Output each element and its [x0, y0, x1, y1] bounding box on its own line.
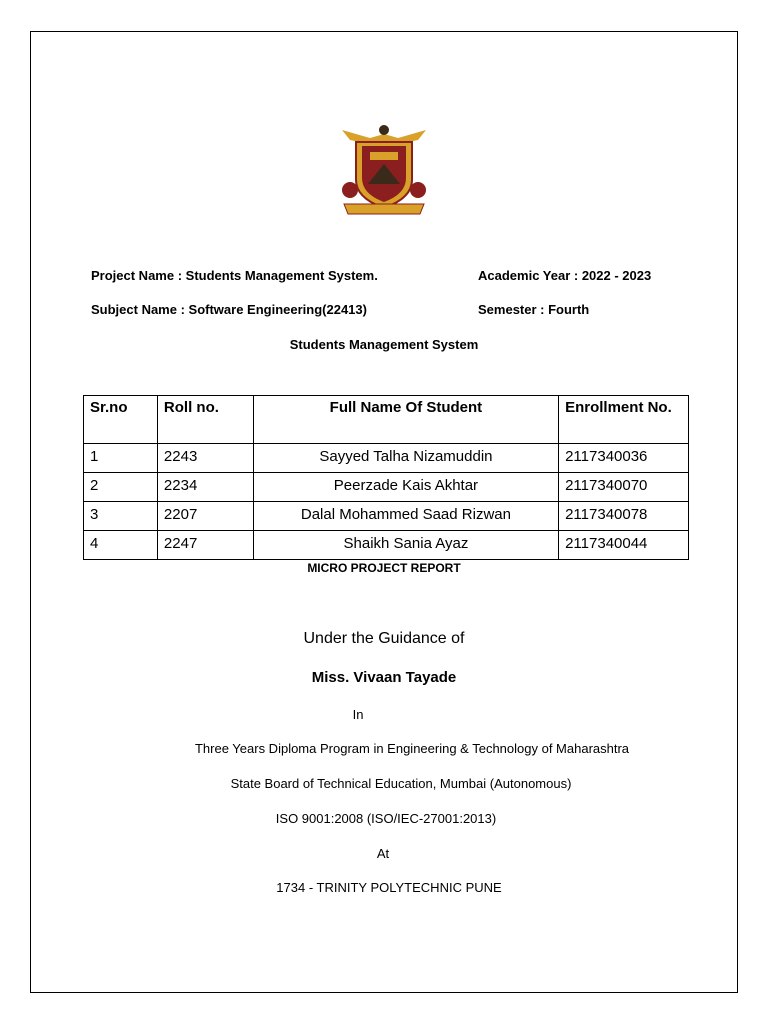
in-text: In: [352, 707, 364, 722]
cell-sr-no: 1: [84, 444, 158, 473]
semester: Semester : Fourth: [478, 302, 590, 317]
header-sr-no: Sr.no: [84, 396, 158, 444]
report-title: MICRO PROJECT REPORT: [307, 561, 461, 575]
cell-roll-no: 2234: [157, 473, 253, 502]
guidance-label: Under the Guidance of: [303, 630, 465, 647]
at-text: At: [376, 846, 390, 861]
students-table: [83, 395, 689, 560]
subject-name: Subject Name : Software Engineering(22413): [91, 302, 367, 317]
cell-full-name: Sayyed Talha Nizamuddin: [253, 444, 558, 473]
cell-sr-no: 2: [84, 473, 158, 502]
cell-sr-no: 3: [84, 502, 158, 531]
cell-roll-no: 2243: [157, 444, 253, 473]
cell-enrollment-no: 2117340070: [559, 473, 689, 502]
document-title: Students Management System: [289, 337, 479, 352]
cell-enrollment-no: 2117340044: [559, 531, 689, 560]
table-row: [84, 502, 689, 531]
college-crest-logo: [340, 124, 428, 218]
academic-year: Academic Year : 2022 - 2023: [478, 268, 652, 283]
cell-roll-no: 2207: [157, 502, 253, 531]
table-row: [84, 444, 689, 473]
cell-sr-no: 4: [84, 531, 158, 560]
table-row: [84, 531, 689, 560]
table-row: [84, 473, 689, 502]
header-enrollment-no: Enrollment No.: [559, 396, 689, 444]
cell-roll-no: 2247: [157, 531, 253, 560]
header-full-name: Full Name Of Student: [253, 396, 558, 444]
program-text: Three Years Diploma Program in Engineering & Technology of Maharashtra: [194, 741, 630, 756]
guide-name: Miss. Vivaan Tayade: [311, 669, 457, 686]
cell-full-name: Shaikh Sania Ayaz: [253, 531, 558, 560]
project-name: Project Name : Students Management System.: [91, 268, 378, 283]
board-text: State Board of Technical Education, Mumbai (Autonomous): [230, 776, 572, 791]
iso-text: ISO 9001:2008 (ISO/IEC-27001:2013): [275, 811, 497, 826]
table-header-row: [84, 396, 689, 444]
cell-enrollment-no: 2117340078: [559, 502, 689, 531]
cell-enrollment-no: 2117340036: [559, 444, 689, 473]
cell-full-name: Peerzade Kais Akhtar: [253, 473, 558, 502]
header-roll-no: Roll no.: [157, 396, 253, 444]
institute-name: 1734 - TRINITY POLYTECHNIC PUNE: [276, 880, 502, 895]
cell-full-name: Dalal Mohammed Saad Rizwan: [253, 502, 558, 531]
